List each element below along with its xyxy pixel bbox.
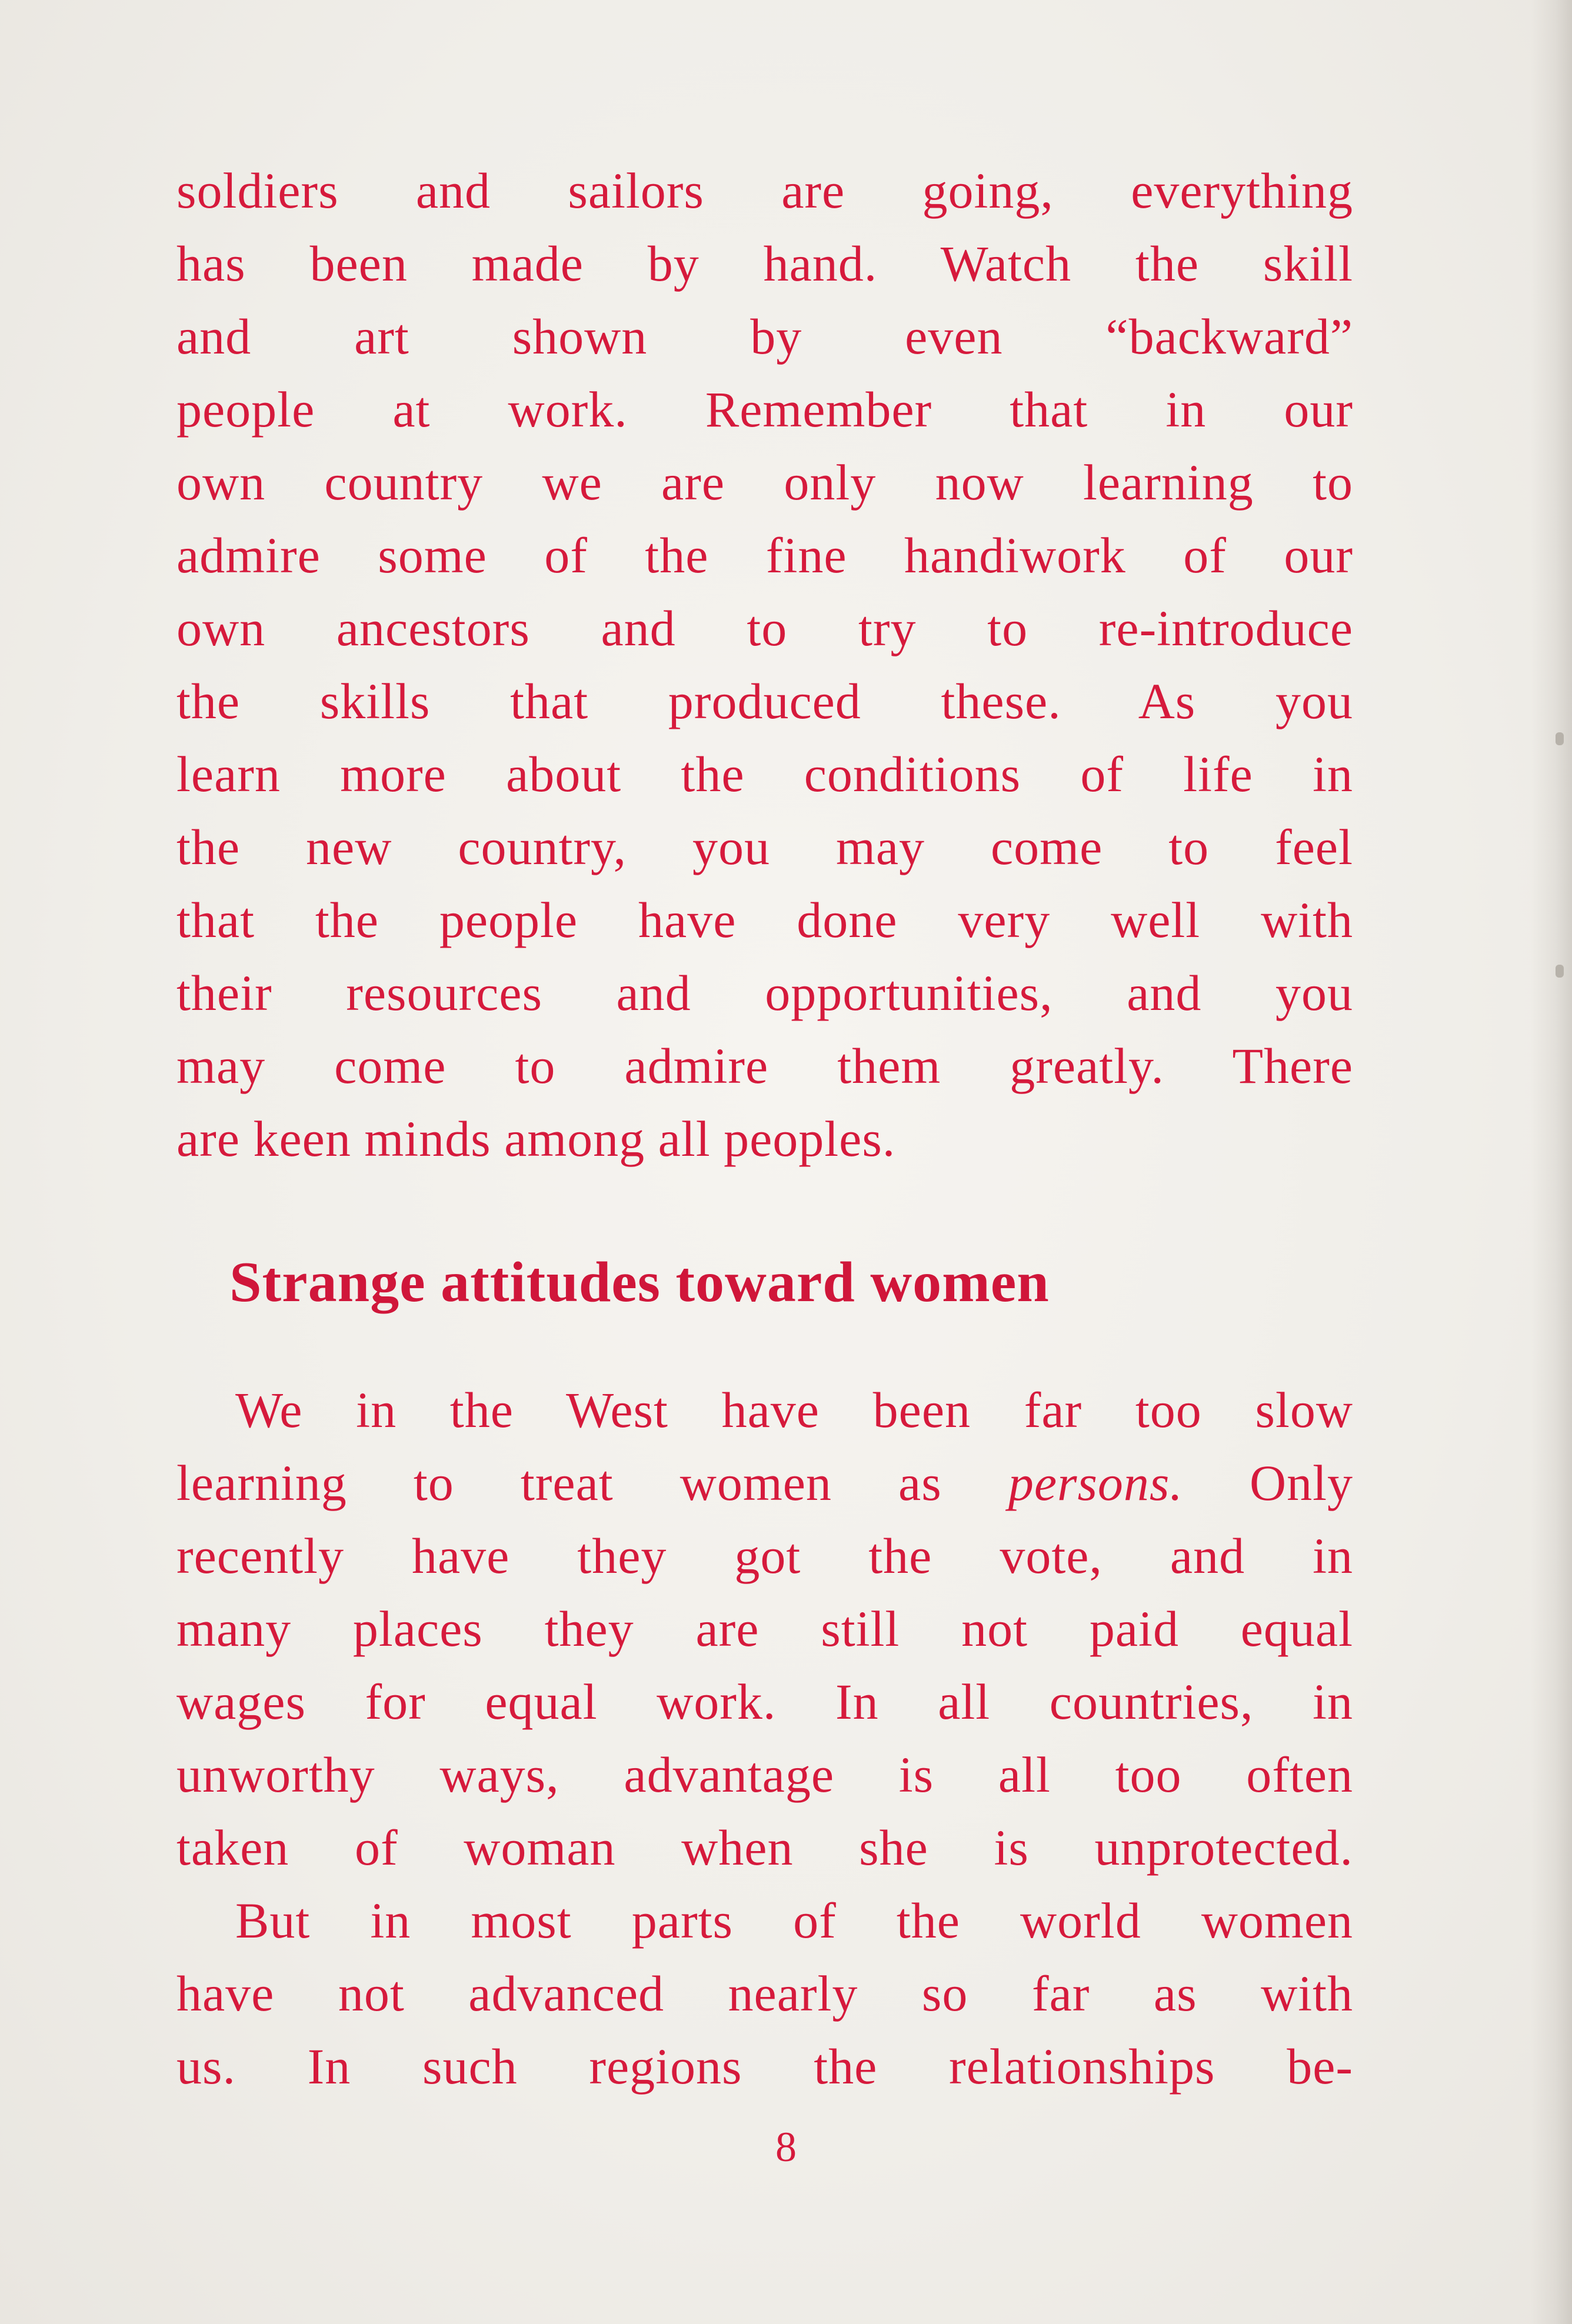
emphasized-word: persons. [1008, 1455, 1183, 1511]
text-line: recently have they got the vote, and in [176, 1528, 1353, 1584]
text-line: their resources and opportunities, and you [176, 965, 1353, 1021]
text-line: may come to admire them greatly. There [176, 1038, 1353, 1094]
text-line: wages for equal work. In all countries, in [176, 1673, 1353, 1730]
text-line: soldiers and sailors are going, everything [176, 162, 1353, 219]
text-line: people at work. Remember that in our [176, 381, 1353, 438]
text-line: us. In such regions the relationships be- [176, 2038, 1353, 2095]
text-line: are keen minds among all peoples. [176, 1111, 896, 1167]
staple-mark [1556, 732, 1564, 745]
paragraph-treat-women-as-persons [176, 1373, 1353, 1884]
text-line: own country we are only now learning to [176, 454, 1353, 511]
text-line: the new country, you may come to feel [176, 819, 1353, 875]
page-number: 8 [775, 2123, 797, 2170]
text-line: taken of woman when she is unprotected. [176, 1819, 1353, 1876]
text-line: and art shown by even “backward” [176, 308, 1353, 365]
paragraph-soldiers-and-sailors [176, 154, 1353, 1175]
text-line: learn more about the conditions of life in [176, 746, 1353, 802]
text-line: many places they are still not paid equal [176, 1601, 1353, 1657]
text-line: the skills that produced these. As you [176, 673, 1353, 729]
text-line: We in the West have been far too slow [235, 1382, 1353, 1438]
paragraph-most-parts-of-the-world [176, 1884, 1353, 2103]
text-line: have not advanced nearly so far as with [176, 1965, 1353, 2022]
text-line: But in most parts of the world women [235, 1892, 1353, 1949]
text-line: that the people have done very well with [176, 892, 1353, 948]
text-line: own ancestors and to try to re-introduce [176, 600, 1353, 656]
text-line: unworthy ways, advantage is all too often [176, 1746, 1353, 1803]
text-line: admire some of the fine handiwork of our [176, 527, 1353, 583]
staple-mark [1556, 965, 1564, 978]
section-heading: Strange attitudes toward women [229, 1251, 1050, 1314]
page-binding-edge [1531, 0, 1572, 2324]
text-line: has been made by hand. Watch the skill [176, 235, 1353, 292]
text-line-with-emphasis [176, 1446, 1353, 1519]
text-segment: learning to treat women as [176, 1455, 1008, 1511]
text-segment: Only [1183, 1455, 1354, 1511]
